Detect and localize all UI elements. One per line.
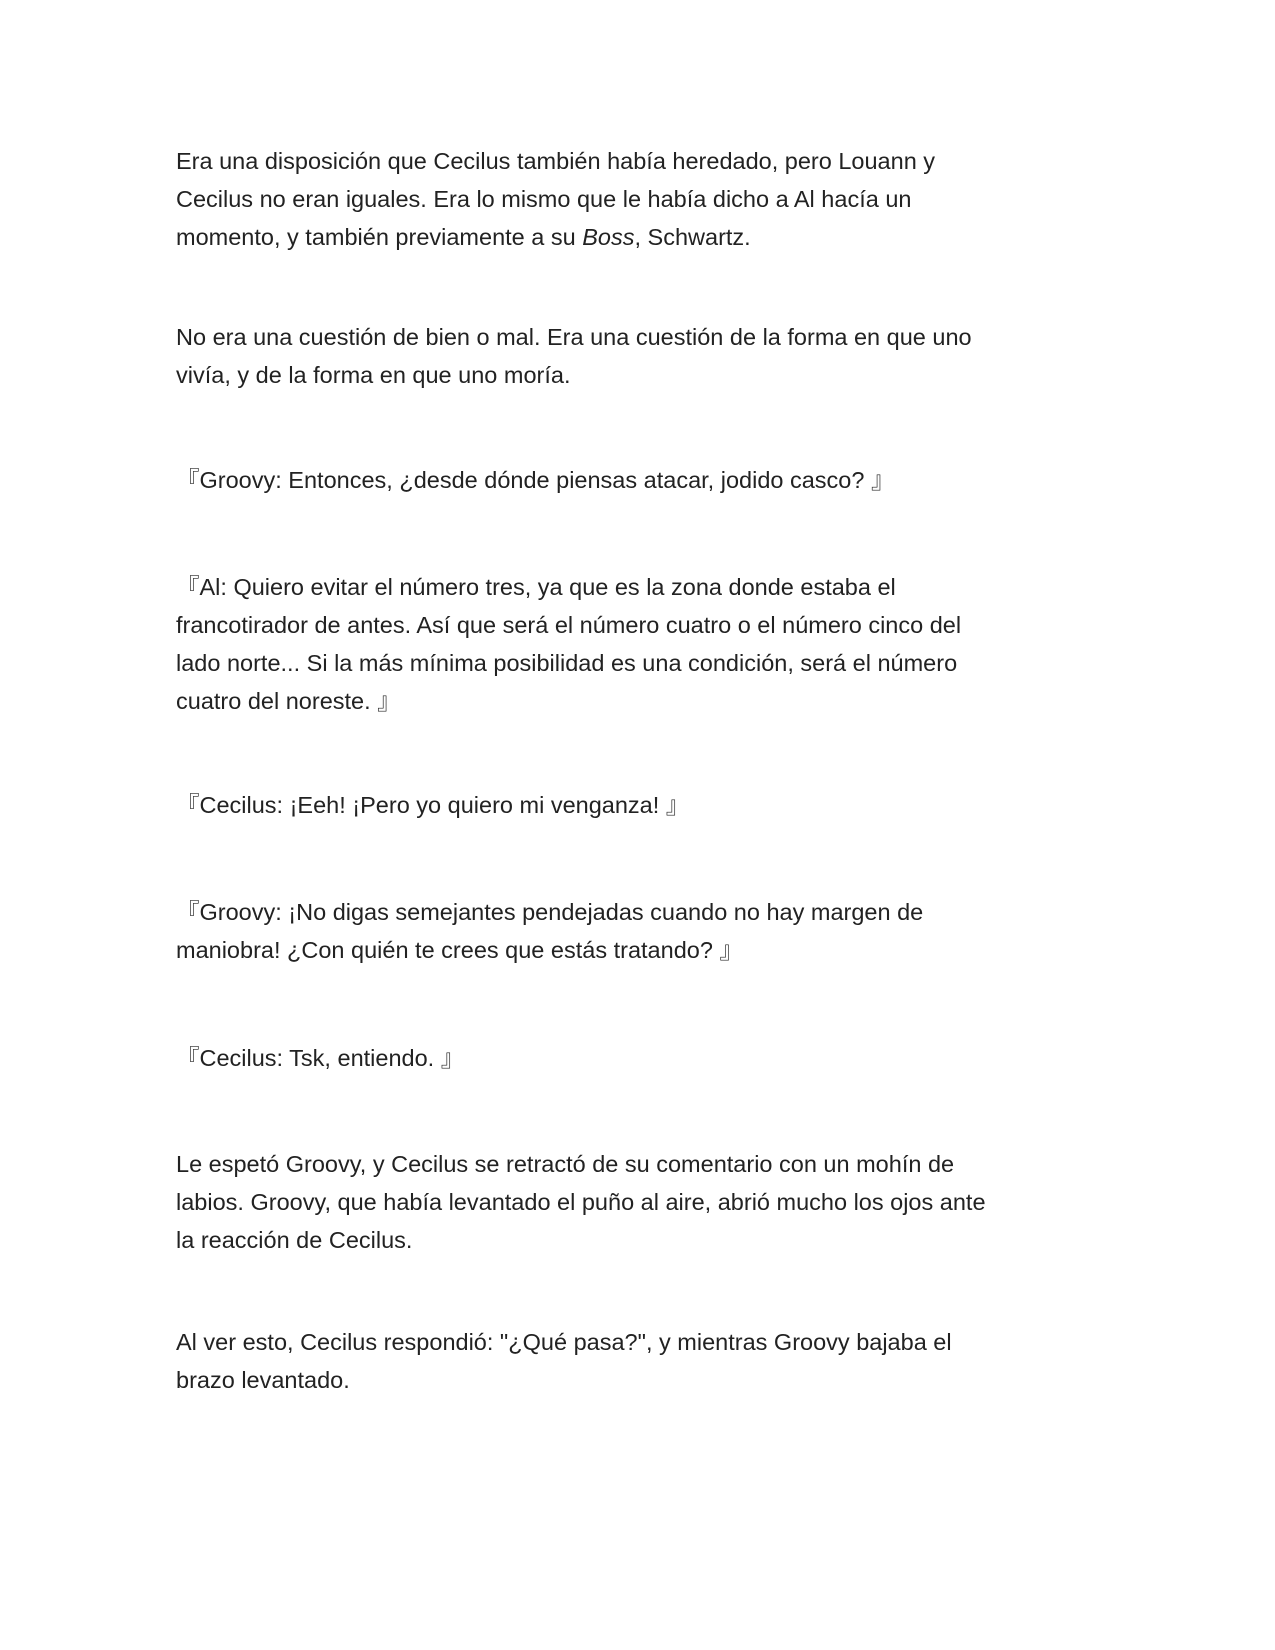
paragraph-line: Le espetó Groovy, y Cecilus se retractó de su comentario con un mohín de (176, 1151, 955, 1177)
text-run: , Schwartz. (634, 224, 751, 250)
dialogue-line: francotirador de antes. Así que será el número cuatro o el número cinco del (176, 612, 962, 638)
dialogue-cecilus-1 (176, 786, 1106, 824)
paragraph-line: Era una disposición que Cecilus también había heredado, pero Louann y (176, 148, 936, 174)
dialogue-line: 『Cecilus: ¡Eeh! ¡Pero yo quiero mi venganza! 』 (176, 792, 690, 818)
dialogue-cecilus-2 (176, 1039, 1106, 1077)
paragraph-line (176, 218, 1106, 256)
dialogue-groovy-2 (176, 893, 1106, 969)
italic-term-boss: Boss (582, 224, 635, 250)
dialogue-line: maniobra! ¿Con quién te crees que estás tratando? 』 (176, 937, 743, 963)
paragraph-line: No era una cuestión de bien o mal. Era una cuestión de la forma en que uno (176, 324, 972, 350)
paragraph-line: Cecilus no eran iguales. Era lo mismo que le había dicho a Al hacía un (176, 186, 912, 212)
dialogue-line: 『Al: Quiero evitar el número tres, ya que es la zona donde estaba el (176, 574, 896, 600)
paragraph-line: Al ver esto, Cecilus respondió: "¿Qué pasa?", y mientras Groovy bajaba el (176, 1329, 952, 1355)
dialogue-al (176, 568, 1106, 720)
paragraph-1 (176, 142, 1106, 256)
dialogue-groovy-1 (176, 461, 1106, 499)
paragraph-line: labios. Groovy, que había levantado el puño al aire, abrió mucho los ojos ante (176, 1189, 986, 1215)
dialogue-line: 『Cecilus: Tsk, entiendo. 』 (176, 1045, 465, 1071)
text-run: momento, y también previamente a su (176, 224, 583, 250)
paragraph-3 (176, 1145, 1106, 1259)
paragraph-line: la reacción de Cecilus. (176, 1227, 413, 1253)
paragraph-4 (176, 1323, 1106, 1399)
dialogue-line: 『Groovy: Entonces, ¿desde dónde piensas atacar, jodido casco? 』 (176, 467, 895, 493)
paragraph-line: vivía, y de la forma en que uno moría. (176, 362, 571, 388)
dialogue-line: cuatro del noreste. 』 (176, 688, 401, 714)
dialogue-line: lado norte... Si la más mínima posibilidad es una condición, será el número (176, 650, 958, 676)
paragraph-2 (176, 318, 1106, 394)
dialogue-line: 『Groovy: ¡No digas semejantes pendejadas cuando no hay margen de (176, 899, 924, 925)
paragraph-line: brazo levantado. (176, 1367, 350, 1393)
